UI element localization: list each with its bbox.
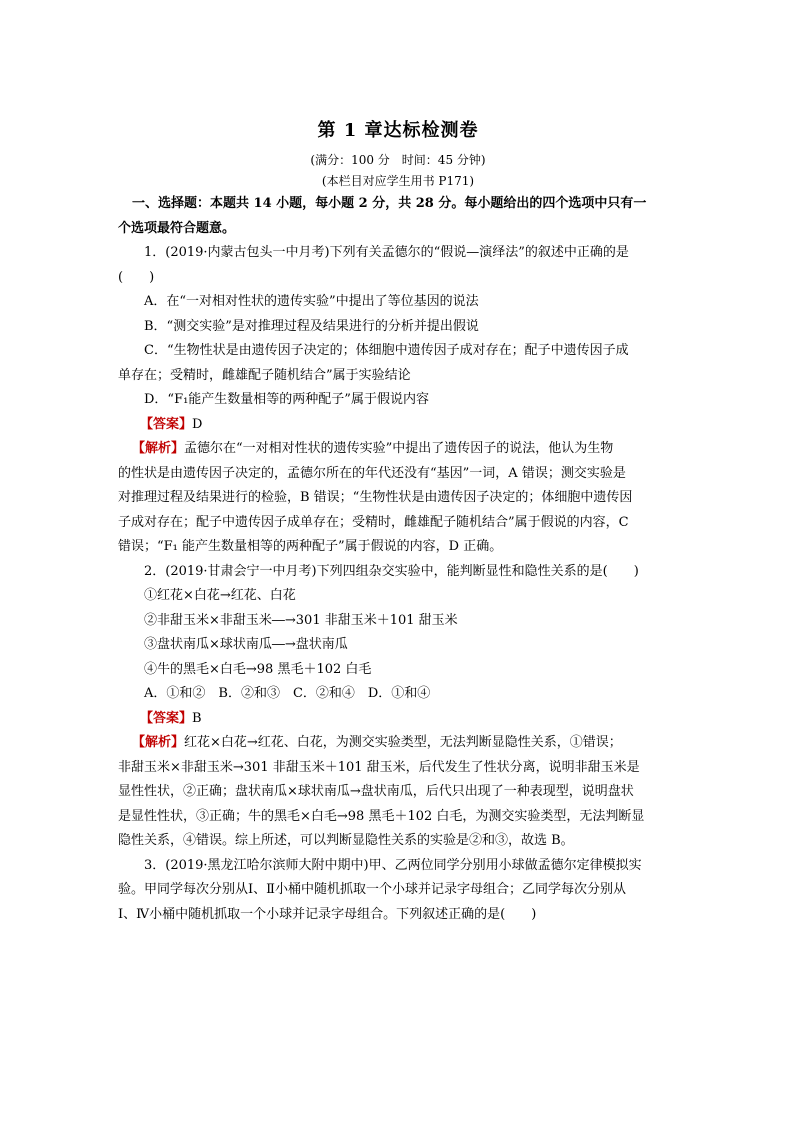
q1-option-d: D．“F₁能产生数量相等的两种配子”属于假说内容 <box>144 392 429 407</box>
reference-note: (本栏目对应学生用书 P171) <box>321 174 475 188</box>
q1-stem-line1: 1．(2019·内蒙古包头一中月考)下列有关孟德尔的“假说—演绎法”的叙述中正确的是 <box>144 245 629 260</box>
q2-item-4: ④牛的黑毛×白毛→98 黑毛＋102 白毛 <box>144 661 372 677</box>
q2-item-2: ②非甜玉米×非甜玉米―→301 非甜玉米＋101 甜玉米 <box>144 612 458 628</box>
page-title: 第 1 章达标检测卷 <box>317 120 479 141</box>
analysis-tag: 【解析】 <box>132 735 185 750</box>
q2-item-3: ③盘状南瓜×球状南瓜―→盘状南瓜 <box>144 637 348 652</box>
q1-answer-value: D <box>192 416 203 432</box>
q1-analysis-line4: 子成对存在；配子中遗传因子成单存在；受精时，雌雄配子随机结合”属于假说的内容，C <box>118 514 629 530</box>
q1-analysis-line1: 孟德尔在“一对相对性状的遗传实验”中提出了遗传因子的说法，他认为生物 <box>184 441 614 456</box>
section-heading-line1: 一、选择题：本题共 14 小题，每小题 2 分，共 28 分。每小题给出的四个选项中只有一 <box>132 196 647 211</box>
q1-option-c-line2: 单存在；受精时，雌雄配子随机结合”属于实验结论 <box>118 367 411 383</box>
q1-answer <box>118 413 678 438</box>
q1-stem-line2: ( ) <box>118 269 155 285</box>
q3-stem-line1: 3．(2019·黑龙江哈尔滨师大附中期中)甲、乙两位同学分别用小球做孟德尔定律模拟实 <box>144 857 642 873</box>
q1-analysis <box>118 437 678 560</box>
q2-analysis-line4: 是显性性状，③正确；牛的黑毛×白毛→98 黑毛＋102 白毛，为测交实验类型，无法判断显 <box>118 808 645 824</box>
q2-analysis-line2: 非甜玉米×非甜玉米→301 非甜玉米＋101 甜玉米，后代发生了性状分离，说明非甜玉米是 <box>118 759 640 775</box>
answer-tag: 【答案】 <box>140 710 193 726</box>
q2-item-1: ①红花×白花→红花、白花 <box>144 588 296 603</box>
score-time: (满分：100 分 时间：45 分钟) <box>310 153 486 167</box>
section-heading-line2: 个选项最符合题意。 <box>118 220 236 236</box>
q2-stem: 2．(2019·甘肃会宁一中月考)下列四组杂交实验中，能判断显性和隐性关系的是( ) <box>144 563 639 579</box>
q1-option-c-line1: C．“生物性状是由遗传因子决定的；体细胞中遗传因子成对存在；配子中遗传因子成 <box>144 343 629 358</box>
document-page <box>118 116 678 927</box>
q2-analysis-line1: 红花×白花→红花、白花，为测交实验类型，无法判断显隐性关系，①错误； <box>184 735 622 750</box>
q1-analysis-line2: 的性状是由遗传因子决定的，孟德尔所在的年代还没有“基因”一词，A 错误；测交实验是 <box>118 465 626 481</box>
q1-analysis-line5: 错误；“F₁ 能产生数量相等的两种配子”属于假说的内容，D 正确。 <box>118 539 503 554</box>
answer-tag: 【答案】 <box>140 416 193 432</box>
q2-answer <box>118 707 678 732</box>
q2-analysis <box>118 731 678 854</box>
q2-options: A．①和② B．②和③ C．②和④ D．①和④ <box>144 686 431 701</box>
q2-answer-value: B <box>192 710 202 726</box>
q2-analysis-line5: 隐性关系，④错误。综上所述，可以判断显隐性关系的实验是②和③，故选 B。 <box>118 833 574 848</box>
q1-analysis-line3: 对推理过程及结果进行的检验，B 错误；“生物性状是由遗传因子决定的；体细胞中遗传因 <box>118 490 633 505</box>
q2-analysis-line3: 显性性状，②正确；盘状南瓜×球状南瓜→盘状南瓜，后代只出现了一种表现型，说明盘状 <box>118 784 634 799</box>
q3-stem-line2: 验。甲同学每次分别从Ⅰ、Ⅱ小桶中随机抓取一个小球并记录字母组合；乙同学每次分别从 <box>118 882 626 897</box>
q1-option-a: A．在“一对相对性状的遗传实验”中提出了等位基因的说法 <box>144 294 479 309</box>
q1-option-b: B．“测交实验”是对推理过程及结果进行的分析并提出假说 <box>144 318 479 334</box>
analysis-tag: 【解析】 <box>132 441 185 456</box>
q3-stem-line3: Ⅰ、Ⅳ小桶中随机抓取一个小球并记录字母组合。下列叙述正确的是( ) <box>118 906 537 922</box>
